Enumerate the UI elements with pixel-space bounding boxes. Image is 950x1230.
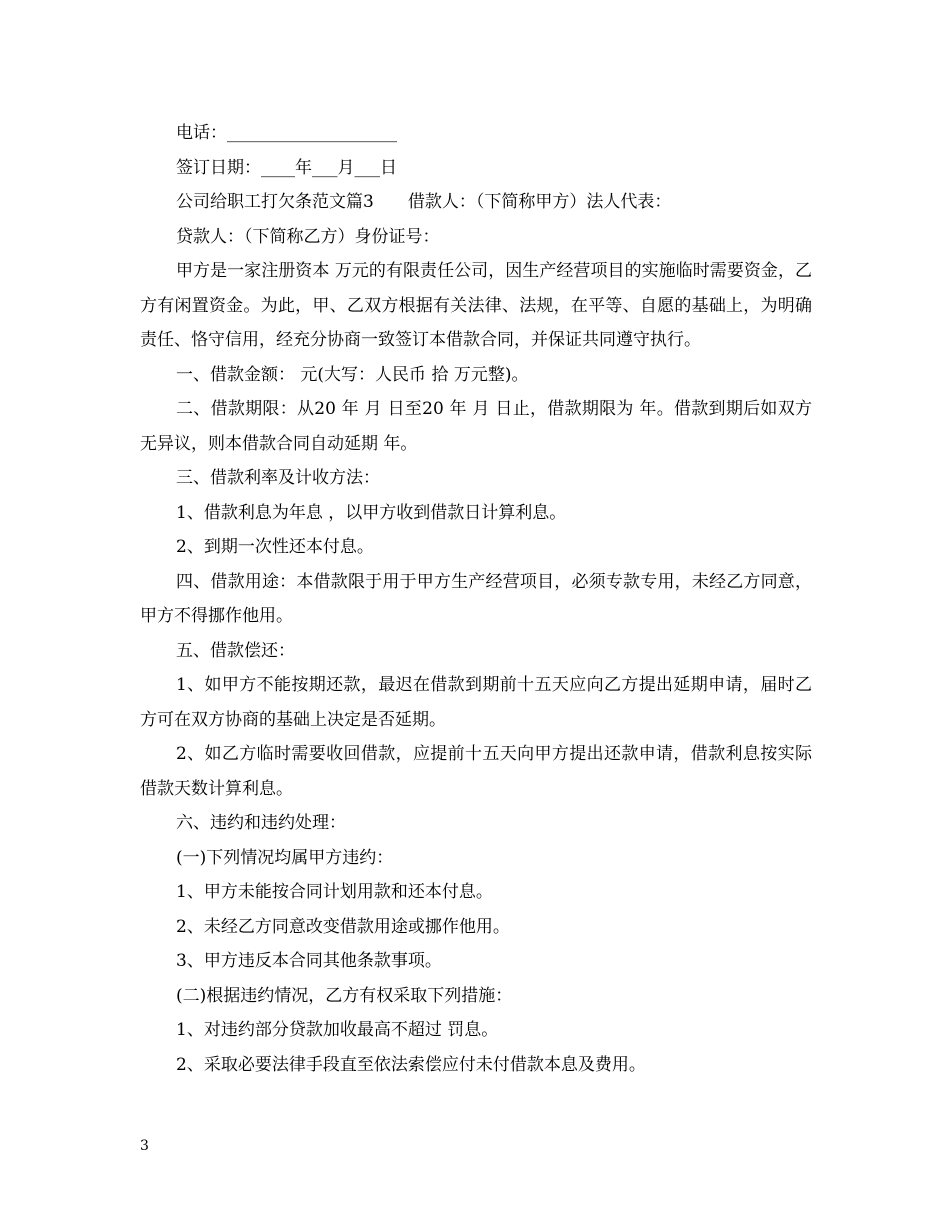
- clause-6-sub-2: (二)根据违约情况，乙方有权采取下列措施：: [176, 985, 513, 1006]
- document-body: [140, 116, 812, 1082]
- clause-6-sub-1: (一)下列情况均属甲方违约：: [176, 847, 394, 868]
- clause-5-item-2: 2、如乙方临时需要收回借款，应提前十五天向甲方提出还款申请，借款利息按实际借款天数计算利息。: [140, 744, 812, 799]
- clause-6-sub-1-item-3: 3、甲方违反本合同其他条款事项。: [176, 951, 442, 971]
- clause-6-title: 六、违约和违约处理：: [176, 813, 346, 833]
- clause-6-sub-1-item-2: 2、未经乙方同意改变借款用途或挪作他用。: [176, 916, 510, 937]
- clause-1-amount: 一、借款金额： 元(大写：人民币 拾 万元整)。: [176, 364, 529, 385]
- sign-date-line: 签订日期：____年___月___日: [176, 157, 397, 178]
- clause-3-title: 三、借款利率及计收方法：: [176, 468, 380, 488]
- clause-6-sub-1-item-1: 1、甲方未能按合同计划用款和还本付息。: [176, 882, 493, 902]
- clause-6-sub-2-item-1: 1、对违约部分贷款加收最高不超过 罚息。: [176, 1020, 499, 1040]
- clause-6-sub-2-item-2: 2、采取必要法律手段直至依法索偿应付未付借款本息及费用。: [176, 1054, 646, 1075]
- clause-3-item-2: 2、到期一次性还本付息。: [176, 537, 374, 557]
- lender-line: 贷款人：（下简称乙方）身份证号：: [176, 226, 440, 247]
- clause-4-use: 四、借款用途：本借款限于用于甲方生产经营项目，必须专款专用，未经乙方同意，甲方不得挪作他用。: [140, 571, 812, 626]
- phone-line: 电话：____________________: [176, 123, 397, 143]
- page-number: 3: [140, 1138, 149, 1154]
- title-line: 公司给职工打欠条范文篇3 借款人：（下简称甲方）法人代表：: [176, 192, 672, 212]
- clause-2-term: 二、借款期限：从20 年 月 日至20 年 月 日止，借款期限为 年。借款到期后如双方无异议，则本借款合同自动延期 年。: [140, 399, 812, 454]
- clause-5-item-1: 1、如甲方不能按期还款，最迟在借款到期前十五天应向乙方提出延期申请，届时乙方可在双方协商的基础上决定是否延期。: [140, 675, 812, 730]
- intro-paragraph: 甲方是一家注册资本 万元的有限责任公司，因生产经营项目的实施临时需要资金，乙方有闲置资金。为此，甲、乙双方根据有关法律、法规，在平等、自愿的基础上，为明确责任、恪守信用，经充分协商一致签订本借款合同，并保证共同遵守执行。: [140, 261, 812, 350]
- clause-3-item-1: 1、借款利息为年息 ，以甲方收到借款日计算利息。: [176, 502, 567, 523]
- clause-5-title: 五、借款偿还：: [176, 640, 295, 661]
